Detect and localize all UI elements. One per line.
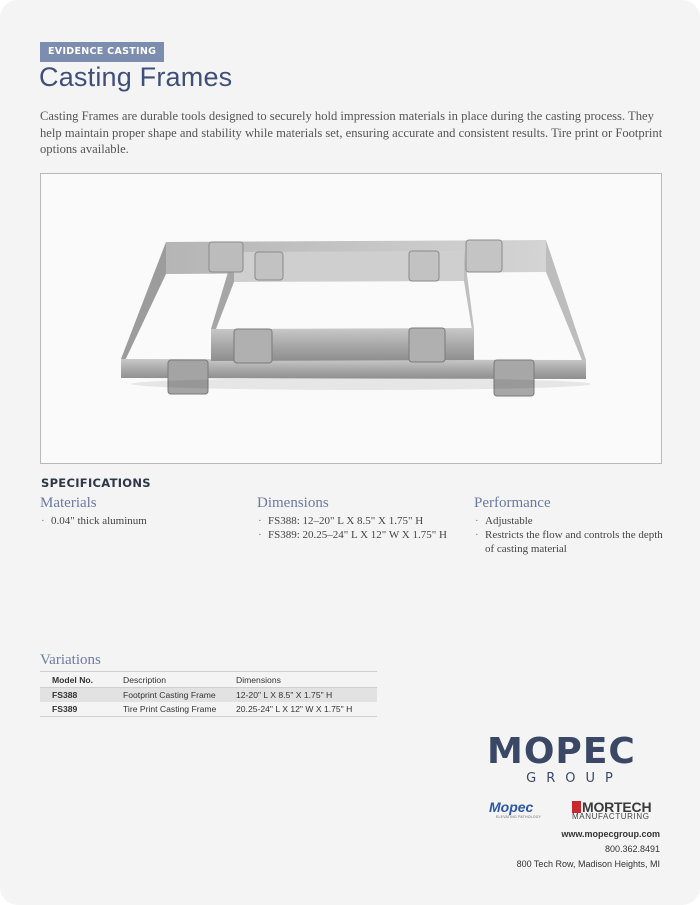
logo-main-text: MOPEC [487, 731, 636, 772]
contact-block [480, 827, 660, 872]
variations-heading: Variations [40, 652, 101, 668]
table-row [40, 688, 377, 703]
dimensions-cell: 12-20" L X 8.5" X 1.75" H [236, 688, 377, 703]
spec-column-heading: Performance [474, 495, 551, 511]
model-cell: FS388 [40, 688, 123, 703]
column-header: Dimensions [236, 672, 377, 688]
intro-paragraph: Casting Frames are durable tools designed to securely hold impression materials in place during the casting process. They help maintain proper shape and stability while materials set, ensuring accurate and consistent results. Tire print or Footprint options available. [40, 109, 663, 156]
logo-sub-text: GROUP [526, 771, 623, 786]
phone-number: 800.362.8491 [604, 844, 660, 854]
column-header: Model No. [40, 672, 123, 688]
specifications-heading: SPECIFICATIONS [41, 476, 151, 490]
model-cell: FS389 [40, 702, 123, 717]
spec-column-dimensions [257, 495, 452, 542]
spec-item: · Restricts the flow and controls the depth of casting material [474, 528, 669, 556]
dimensions-cell: 20.25-24" L X 12" W X 1.75" H [236, 702, 377, 717]
casting-frames-image [41, 174, 661, 463]
description-cell: Footprint Casting Frame [123, 688, 236, 703]
category-tag: EVIDENCE CASTING [40, 42, 164, 62]
mortech-logo-text: MORTECH [582, 799, 652, 815]
spec-column-heading: Dimensions [257, 495, 329, 511]
spec-column-heading: Materials [40, 495, 97, 511]
address: 800 Tech Row, Madison Heights, MI [516, 859, 660, 869]
variations-table [40, 671, 377, 717]
spec-column-materials [40, 495, 240, 528]
table-row [40, 702, 377, 717]
spec-item: · FS388: 12–20" L X 8.5" X 1.75" H [257, 514, 452, 528]
spec-item: · FS389: 20.25–24" L X 12" W X 1.75" H [257, 528, 452, 542]
description-cell: Tire Print Casting Frame [123, 702, 236, 717]
page-title: Casting Frames [39, 62, 233, 92]
mopec-tagline: ELEVATING PATHOLOGY [496, 815, 542, 819]
spec-item: · Adjustable [474, 514, 669, 528]
column-header: Description [123, 672, 236, 688]
mopec-logo: Mopec [489, 799, 534, 815]
spec-column-performance [474, 495, 669, 556]
website-link[interactable]: www.mopecgroup.com [561, 829, 660, 839]
spec-item: · 0.04" thick aluminum [40, 514, 240, 528]
product-photo [40, 173, 662, 464]
table-header-row [40, 672, 377, 688]
mopec-group-logo [487, 733, 662, 786]
mortech-subtitle: MANUFACTURING [572, 812, 650, 821]
sub-brand-logos [489, 797, 664, 823]
